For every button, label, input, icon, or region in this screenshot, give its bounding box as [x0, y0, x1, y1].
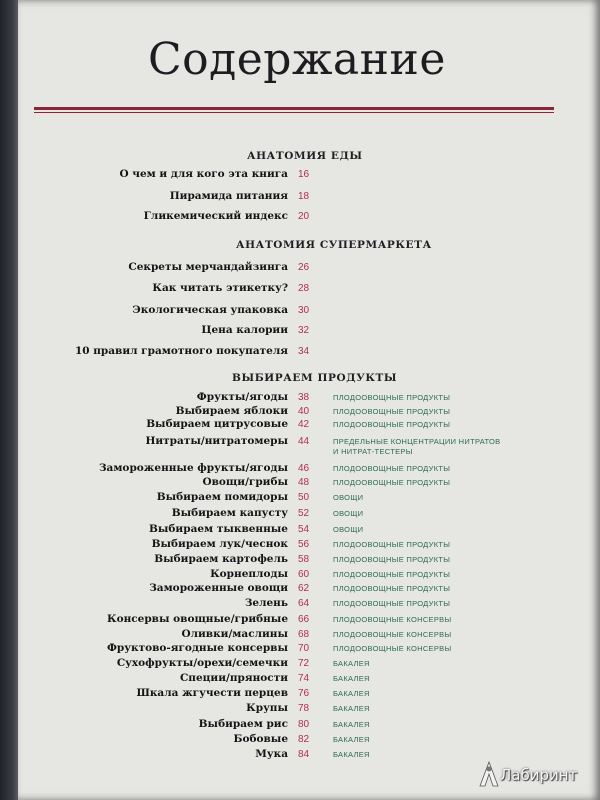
toc-entry-label: Оливки/маслины	[181, 628, 288, 640]
toc-entry-label: Экологическая упаковка	[132, 304, 288, 316]
toc-page-number: 20	[298, 211, 310, 222]
toc-page-number: 62	[298, 583, 310, 594]
toc-entry-label: Выбираем тыквенные	[149, 523, 288, 535]
toc-entry-label: Гликемический индекс	[143, 210, 288, 222]
toc-entry[interactable]	[0, 733, 288, 749]
toc-category: ПЛОДООВОЩНЫЕ ПРОДУКТЫ	[333, 478, 451, 487]
toc-entry-label: Как читать этикетку?	[152, 282, 288, 294]
labyrinth-logo-icon	[478, 760, 500, 788]
toc-page-number: 46	[298, 463, 310, 474]
toc-category: БАКАЛЕЯ	[333, 659, 370, 668]
toc-entry-label: Консервы овощные/грибные	[107, 613, 288, 625]
toc-entry-label: Специи/пряности	[179, 672, 288, 684]
toc-entry[interactable]	[0, 718, 288, 734]
toc-entry-label: Фруктово-ягодные консервы	[106, 642, 288, 654]
toc-category: ПРЕДЕЛЬНЫЕ КОНЦЕНТРАЦИИ НИТРАТОВ	[333, 437, 501, 446]
toc-page-number: 52	[298, 508, 310, 519]
toc-entry[interactable]	[0, 523, 288, 539]
section-title: ВЫБИРАЕМ ПРОДУКТЫ	[232, 372, 398, 384]
toc-category: БАКАЛЕЯ	[333, 720, 370, 729]
toc-category: ПЛОДООВОЩНЫЕ ПРОДУКТЫ	[333, 599, 451, 608]
toc-entry[interactable]	[0, 324, 288, 340]
toc-category: ПЛОДООВОЩНЫЕ ПРОДУКТЫ	[333, 393, 451, 402]
toc-entry-label: Выбираем рис	[198, 718, 288, 730]
toc-category: ПЛОДООВОЩНЫЕ ПРОДУКТЫ	[333, 407, 451, 416]
toc-entry[interactable]	[0, 597, 288, 613]
toc-entry-label: О чем и для кого эта книга	[119, 168, 288, 180]
toc-page-number: 44	[298, 436, 310, 447]
toc-category: ПЛОДООВОЩНЫЕ ПРОДУКТЫ	[333, 464, 451, 473]
toc-page-number: 40	[298, 406, 310, 417]
toc-entry-label: 10 правил грамотного покупателя	[74, 345, 288, 357]
toc-entry[interactable]	[0, 553, 288, 569]
toc-page-number: 50	[298, 492, 310, 503]
toc-category: БАКАЛЕЯ	[333, 735, 370, 744]
toc-entry[interactable]	[0, 261, 288, 277]
toc-entry-label: Выбираем цитрусовые	[146, 418, 288, 430]
toc-page-number: 72	[298, 658, 310, 669]
toc-page-number: 56	[298, 539, 310, 550]
toc-entry[interactable]	[0, 582, 288, 598]
toc-entry[interactable]	[0, 476, 288, 492]
title-rule-thick	[34, 107, 554, 110]
toc-entry[interactable]	[0, 190, 288, 206]
toc-entry[interactable]	[0, 304, 288, 320]
toc-page-number: 60	[298, 569, 310, 580]
toc-category: ПЛОДООВОЩНЫЕ ПРОДУКТЫ	[333, 584, 451, 593]
toc-entry-label: Зелень	[244, 597, 288, 609]
toc-entry[interactable]	[0, 210, 288, 226]
toc-entry[interactable]	[0, 435, 288, 451]
toc-category: ОВОЩИ	[333, 509, 364, 518]
toc-category: БАКАЛЕЯ	[333, 689, 370, 698]
toc-entry[interactable]	[0, 642, 288, 658]
toc-category: БАКАЛЕЯ	[333, 750, 370, 759]
toc-entry-label: Фрукты/ягоды	[196, 391, 288, 403]
toc-category: БАКАЛЕЯ	[333, 704, 370, 713]
toc-entry-label: Замороженные фрукты/ягоды	[98, 462, 288, 474]
toc-page-number: 18	[298, 191, 310, 202]
toc-page-number: 64	[298, 598, 310, 609]
toc-entry-label: Мука	[255, 748, 288, 760]
toc-page-number: 68	[298, 629, 310, 640]
toc-entry[interactable]	[0, 491, 288, 507]
toc-entry[interactable]	[0, 687, 288, 703]
section-title: АНАТОМИЯ ЕДЫ	[247, 150, 363, 162]
toc-entry[interactable]	[0, 507, 288, 523]
toc-entry-label: Выбираем яблоки	[175, 405, 288, 417]
toc-category: БАКАЛЕЯ	[333, 674, 370, 683]
toc-category-continued: И НИТРАТ-ТЕСТЕРЫ	[333, 447, 413, 456]
toc-category: ОВОЩИ	[333, 525, 364, 534]
toc-entry-label: Шкала жгучести перцев	[136, 687, 288, 699]
page-title: Содержание	[148, 34, 446, 85]
toc-entry-label: Сухофрукты/орехи/семечки	[116, 657, 288, 669]
toc-page-number: 66	[298, 614, 310, 625]
toc-page-number: 74	[298, 673, 310, 684]
title-rule-thin	[34, 112, 554, 113]
toc-page-number: 58	[298, 554, 310, 565]
toc-page-number: 28	[298, 283, 310, 294]
toc-category: ПЛОДООВОЩНЫЕ КОНСЕРВЫ	[333, 644, 452, 653]
toc-page-number: 54	[298, 524, 310, 535]
toc-page-number: 48	[298, 477, 310, 488]
watermark	[478, 758, 594, 792]
toc-entry[interactable]	[0, 168, 288, 184]
toc-entry[interactable]	[0, 748, 288, 764]
toc-page-number: 30	[298, 305, 310, 316]
toc-category: ПЛОДООВОЩНЫЕ ПРОДУКТЫ	[333, 420, 451, 429]
toc-category: ОВОЩИ	[333, 493, 364, 502]
toc-entry-label: Крупы	[246, 702, 288, 714]
toc-entry[interactable]	[0, 702, 288, 718]
toc-entry[interactable]	[0, 345, 288, 361]
toc-entry-label: Цена калории	[201, 324, 288, 336]
toc-page-number: 16	[298, 169, 310, 180]
toc-page-number: 82	[298, 734, 310, 745]
toc-category: ПЛОДООВОЩНЫЕ КОНСЕРВЫ	[333, 630, 452, 639]
toc-category: ПЛОДООВОЩНЫЕ ПРОДУКТЫ	[333, 570, 451, 579]
toc-entry[interactable]	[0, 282, 288, 298]
toc-entry-label: Выбираем капусту	[171, 507, 288, 519]
toc-entry[interactable]	[0, 418, 288, 434]
toc-entry-label: Выбираем картофель	[154, 553, 288, 565]
toc-entry-label: Корнеплоды	[210, 568, 288, 580]
toc-page-number: 84	[298, 749, 310, 760]
toc-entry-label: Бобовые	[233, 733, 288, 745]
toc-entry-label: Выбираем лук/чеснок	[151, 538, 288, 550]
toc-category: ПЛОДООВОЩНЫЕ ПРОДУКТЫ	[333, 555, 451, 564]
toc-page-number: 32	[298, 325, 310, 336]
toc-page-number: 34	[298, 346, 310, 357]
watermark-text: Лабиринт	[500, 766, 578, 784]
toc-entry[interactable]	[0, 672, 288, 688]
toc-page-number: 70	[298, 643, 310, 654]
toc-page-number: 42	[298, 419, 310, 430]
toc-entry-label: Замороженные овощи	[149, 582, 288, 594]
toc-page-number: 76	[298, 688, 310, 699]
toc-entry-label: Нитраты/нитратомеры	[145, 435, 288, 447]
toc-page-number: 80	[298, 719, 310, 730]
toc-entry[interactable]	[0, 538, 288, 554]
toc-page-number: 78	[298, 703, 310, 714]
toc-category: ПЛОДООВОЩНЫЕ КОНСЕРВЫ	[333, 615, 452, 624]
toc-entry-label: Выбираем помидоры	[156, 491, 288, 503]
toc-entry-label: Овощи/грибы	[202, 476, 288, 488]
toc-page-number: 26	[298, 262, 310, 273]
section-title: АНАТОМИЯ СУПЕРМАРКЕТА	[236, 239, 432, 251]
toc-entry[interactable]	[0, 613, 288, 629]
toc-entry-label: Секреты мерчандайзинга	[128, 261, 288, 273]
toc-entry-label: Пирамида питания	[169, 190, 288, 202]
toc-entry[interactable]	[0, 657, 288, 673]
toc-category: ПЛОДООВОЩНЫЕ ПРОДУКТЫ	[333, 540, 451, 549]
toc-page-number: 38	[298, 392, 310, 403]
